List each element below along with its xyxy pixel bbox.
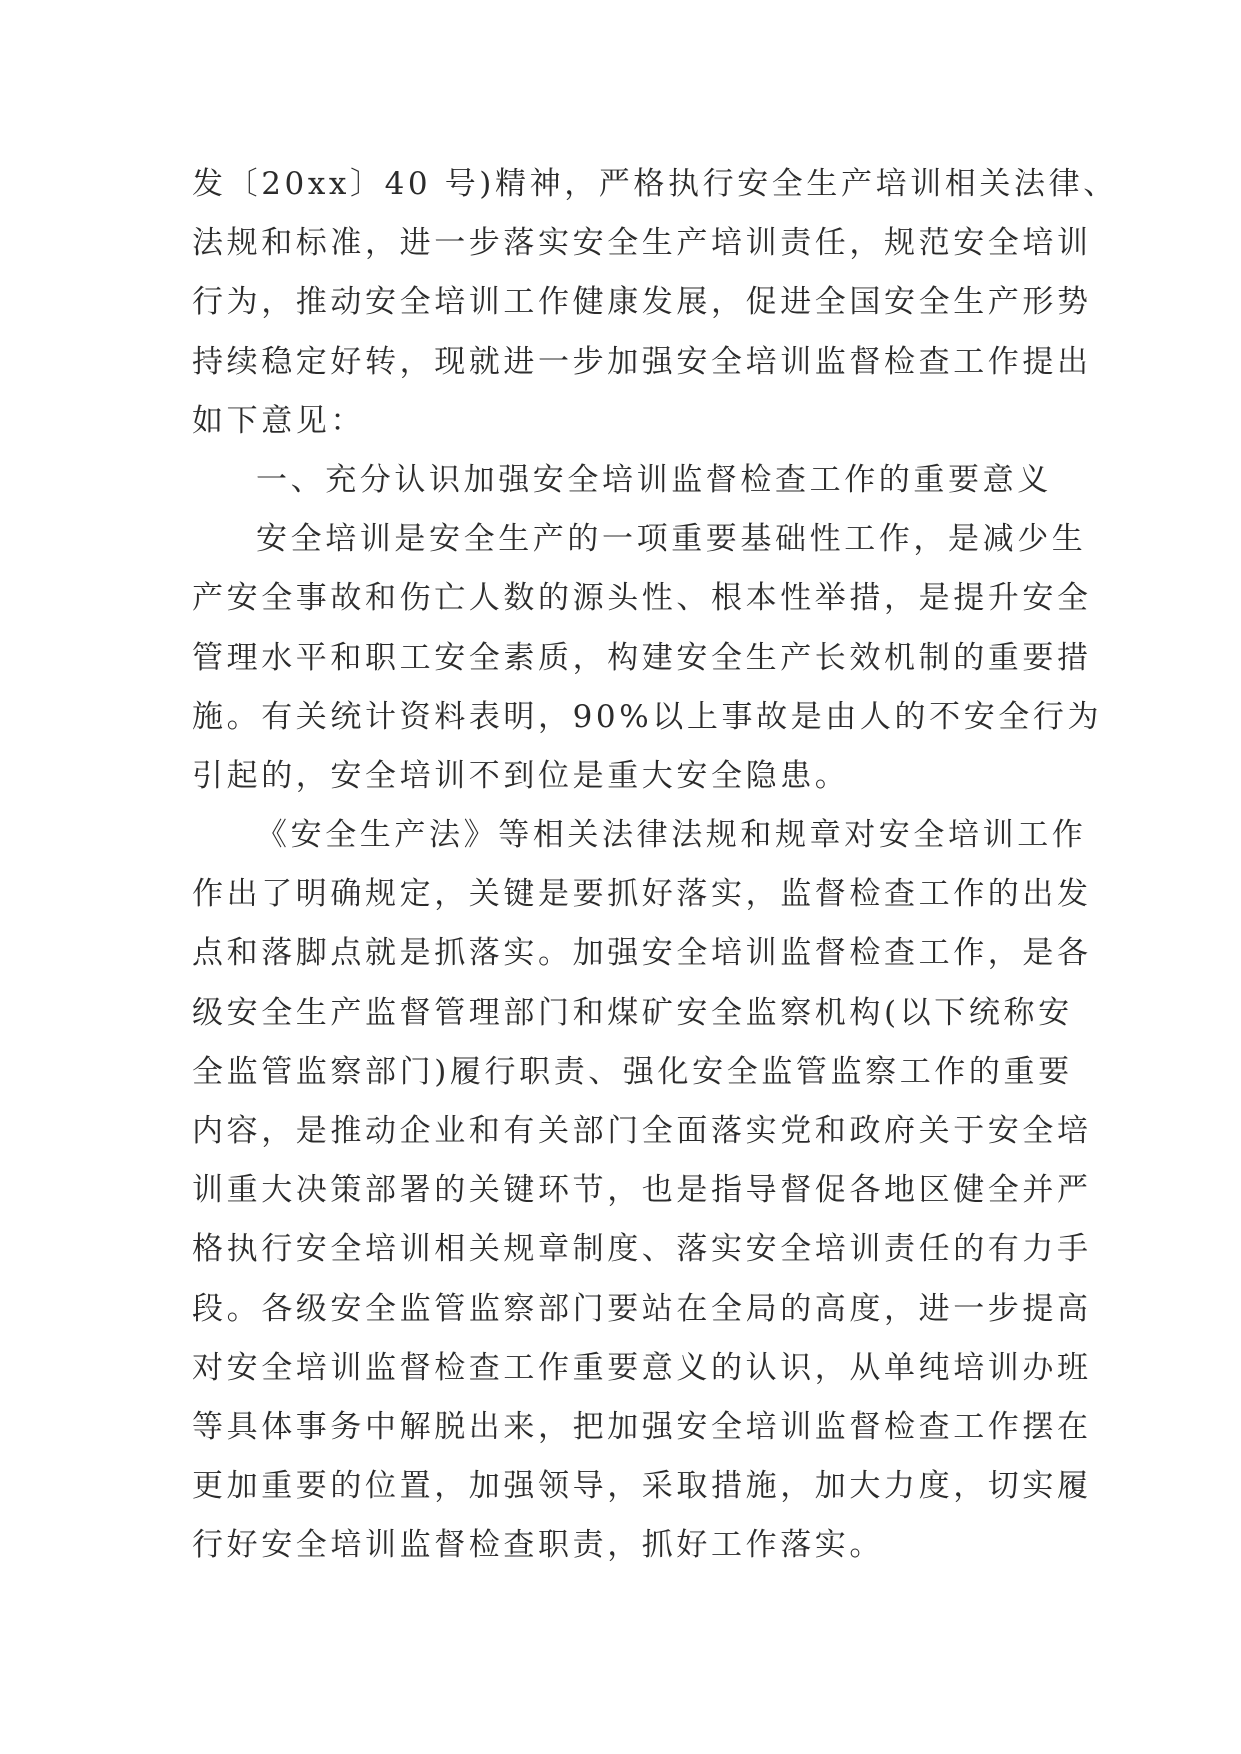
text-line: 内容，是推动企业和有关部门全面落实党和政府关于安全培 bbox=[192, 1113, 1092, 1149]
text-line: 法规和标准，进一步落实安全生产培训责任，规范安全培训 bbox=[192, 225, 1092, 262]
section-heading: 一、充分认识加强安全培训监督检查工作的重要意义 bbox=[256, 461, 1052, 498]
text-line: 段。各级安全监管监察部门要站在全局的高度，进一步提高 bbox=[192, 1290, 1092, 1327]
text-line: 作出了明确规定，关键是要抓好落实，监督检查工作的出发 bbox=[192, 876, 1092, 913]
text-line: 施。有关统计资料表明，90%以上事故是由人的不安全行为 bbox=[192, 698, 1103, 735]
text-line: 等具体事务中解脱出来，把加强安全培训监督检查工作摆在 bbox=[192, 1408, 1092, 1445]
text-line: 管理水平和职工安全素质，构建安全生产长效机制的重要措 bbox=[192, 639, 1092, 676]
text-line: 级安全生产监督管理部门和煤矿安全监察机构(以下统称安 bbox=[192, 994, 1073, 1031]
text-line: 持续稳定好转，现就进一步加强安全培训监督检查工作提出 bbox=[192, 343, 1092, 380]
text-line: 全监管监察部门)履行职责、强化安全监管监察工作的重要 bbox=[192, 1053, 1073, 1090]
text-line: 格执行安全培训相关规章制度、落实安全培训责任的有力手 bbox=[192, 1231, 1092, 1268]
text-line: 行为，推动安全培训工作健康发展，促进全国安全生产形势 bbox=[192, 284, 1092, 321]
text-line: 点和落脚点就是抓落实。加强安全培训监督检查工作，是各 bbox=[192, 935, 1092, 972]
text-line: 引起的，安全培训不到位是重大安全隐患。 bbox=[192, 757, 850, 794]
text-line: 安全培训是安全生产的一项重要基础性工作，是减少生 bbox=[256, 521, 1087, 558]
text-line: 训重大决策部署的关键环节，也是指导督促各地区健全并严 bbox=[192, 1172, 1092, 1209]
document-body bbox=[192, 155, 1118, 1576]
text-line: 《安全生产法》等相关法律法规和规章对安全培训工作 bbox=[256, 817, 1087, 854]
text-line: 更加重要的位置，加强领导，采取措施，加大力度，切实履 bbox=[192, 1468, 1092, 1505]
text-line: 发〔20xx〕40 号)精神，严格执行安全生产培训相关法律、 bbox=[192, 166, 1118, 202]
text-line: 对安全培训监督检查工作重要意义的认识，从单纯培训办班 bbox=[192, 1349, 1092, 1386]
text-line: 产安全事故和伤亡人数的源头性、根本性举措，是提升安全 bbox=[192, 580, 1092, 617]
text-line: 如下意见： bbox=[192, 402, 365, 439]
text-line: 行好安全培训监督检查职责，抓好工作落实。 bbox=[192, 1527, 884, 1564]
